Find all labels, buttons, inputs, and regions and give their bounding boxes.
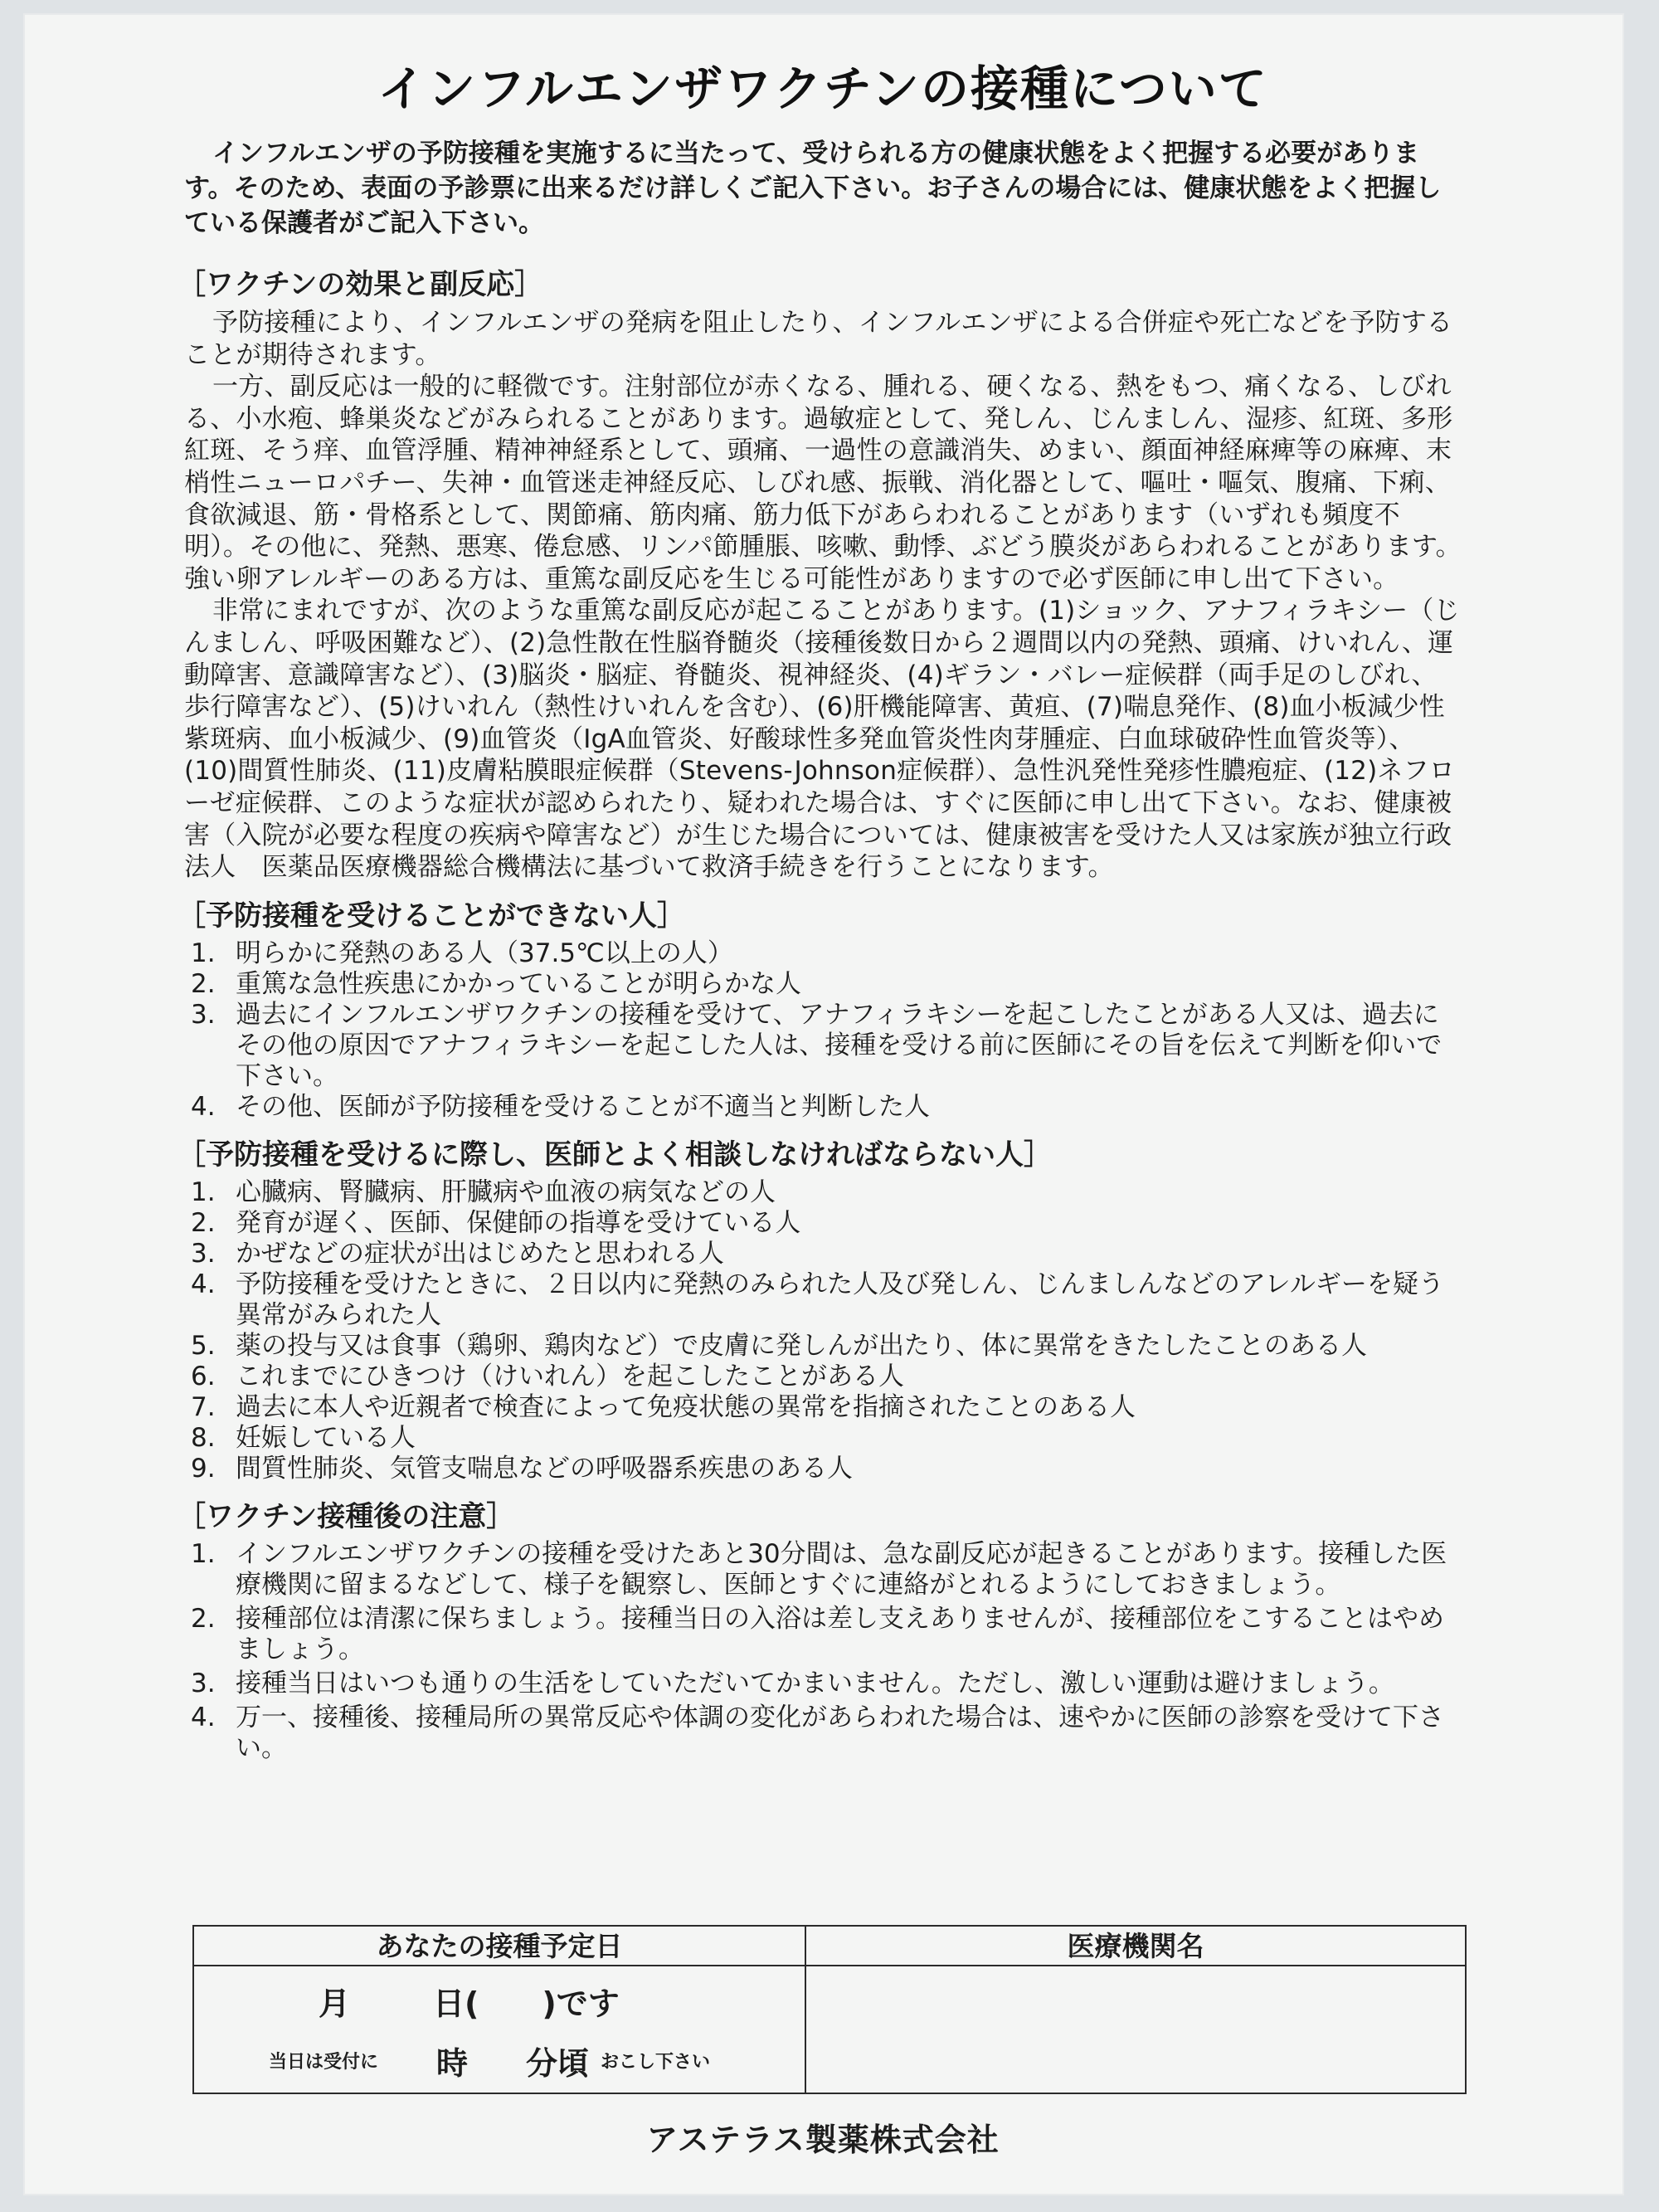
item-text: 薬の投与又は食事（鶏卵、鶏肉など）で皮膚に発しんが出たり、体に異常をきたしたことのある人 <box>236 1330 1367 1361</box>
list-item <box>184 1454 1462 1484</box>
company-name: アステラス製薬株式会社 <box>646 2122 1000 2158</box>
item-text: その他、医師が予防接種を受けることが不適当と判断した人 <box>236 1091 930 1122</box>
document-title: インフルエンザワクチンの接種について <box>377 61 1268 117</box>
item-text: 妊娠している人 <box>236 1422 416 1453</box>
document-page <box>178 50 1462 2158</box>
effects-section <box>178 266 1462 884</box>
item-number: 9. <box>191 1453 216 1484</box>
item-number: 4. <box>191 1091 216 1122</box>
reception-suffix: おこし下さい <box>601 2052 711 2073</box>
item-text: 過去に本人や近親者で検査によって免疫状態の異常を指摘されたことのある人 <box>236 1391 1136 1422</box>
day-label: 日( )です <box>433 1985 620 2022</box>
list-item <box>184 1239 1462 1269</box>
effects-paragraph: 予防接種により、インフルエンザの発病を阻止したり、インフルエンザによる合併症や死亡などを予防することが期待されます。 <box>184 308 1453 370</box>
item-number: 4. <box>191 1702 216 1732</box>
item-number: 1. <box>191 1177 216 1207</box>
list-item <box>184 1423 1462 1454</box>
item-number: 6. <box>191 1361 216 1391</box>
item-text: 接種部位は清潔に保ちましょう。接種当日の入浴は差し支えありませんが、接種部位をこすることはやめましょう。 <box>236 1603 1444 1664</box>
list-item <box>184 1669 1462 1699</box>
institution-name-header: 医療機関名 <box>806 1927 1465 1966</box>
institution-name-cell <box>806 1966 1465 2093</box>
cannot-heading: ［予防接種を受けることができない人］ <box>178 899 685 933</box>
item-number: 5. <box>191 1330 216 1361</box>
consult-list <box>184 1177 1462 1484</box>
consult-heading: ［予防接種を受けるに際し、医師とよく相談しなければならない人］ <box>178 1138 1052 1172</box>
item-number: 1. <box>191 1538 216 1569</box>
item-number: 3. <box>191 999 216 1030</box>
item-text: 過去にインフルエンザワクチンの接種を受けて、アナフィラキシーを起こしたことがある人又は、過去にその他の原因でアナフィラキシーを起こした人は、接種を受ける前に医師にその旨を伝えて判断を仰いで下さい。 <box>236 999 1443 1091</box>
appointment-date-line <box>319 1978 620 2024</box>
list-item <box>184 969 1462 1000</box>
list-item <box>184 1208 1462 1239</box>
list-item <box>184 1331 1462 1362</box>
effects-paragraph: 非常にまれですが、次のような重篤な副反応が起こることがあります。(1)ショック、アナフィラキシー（じんましん、呼吸困難など）、(2)急性散在性脳脊髄炎（接種後数日から２週間以内の発熱、頭痛、けいれん、運動障害、意識障害など）、(3)脳炎・脳症、脊髄炎、視神経炎、(4)ギラン・バレー症候群（両手足のしびれ、歩行障害など）、(5)けいれん（熱性けいれんを含む）、(6)肝機能障害、黄疸、(7)喘息発作、(8)血小板減少性紫斑病、血小板減少、(9)血管炎（IgA血管炎、好酸球性多発血管炎性肉芽腫症、白血球破砕性血管炎等）、(10)間質性肺炎、(11)皮膚粘膜眼症候群（Stevens-Johnson症候群）、急性汎発性発疹性膿疱症、(12)ネフローゼ症候群、このような症状が認められたり、疑われた場合は、すぐに医師に申し出て下さい。なお、健康被害（入院が必要な程度の疾病や障害など）が生じた場合については、健康被害を受けた人又は家族が独立行政法人 医薬品医療機器総合機構法に基づいて救済手続きを行うことになります。 <box>184 596 1460 883</box>
effects-paragraph: 一方、副反応は一般的に軽微です。注射部位が赤くなる、腫れる、硬くなる、熱をもつ、痛くなる、しびれる、小水疱、蜂巣炎などがみられることがあります。過敏症として、発しん、じんましん、湿疹、紅斑、多形紅斑、そう痒、血管浮腫、精神神経系として、頭痛、一過性の意識消失、めまい、顔面神経麻痺等の麻痺、末梢性ニューロパチー、失神・血管迷走神経反応、しびれ感、振戦、消化器として、嘔吐・嘔気、腹痛、下痢、食欲減退、筋・骨格系として、関節痛、筋肉痛、筋力低下があらわれることがあります（いずれも頻度不明）。その他に、発熱、悪寒、倦怠感、リンパ節腫脹、咳嗽、動悸、ぶどう膜炎があらわれることがあります。強い卵アレルギーのある方は、重篤な副反応を生じる可能性がありますので必ず医師に申し出て下さい。 <box>184 372 1462 594</box>
cannot-section <box>178 897 1462 1123</box>
list-item <box>184 1392 1462 1423</box>
appointment-time-line <box>269 2038 710 2083</box>
item-text: かぜなどの症状が出はじめたと思われる人 <box>236 1238 724 1269</box>
appointment-date-header: あなたの接種予定日 <box>194 1927 806 1966</box>
after-heading: ［ワクチン接種後の注意］ <box>178 1499 515 1533</box>
cannot-list <box>184 938 1462 1123</box>
effects-heading: ［ワクチンの効果と副反応］ <box>178 268 543 301</box>
item-number: 7. <box>191 1391 216 1422</box>
hour-label: 時 <box>436 2045 469 2082</box>
item-number: 8. <box>191 1422 216 1453</box>
appointment-box <box>192 1925 1467 2094</box>
item-number: 1. <box>191 938 216 968</box>
list-item <box>184 1362 1462 1392</box>
after-list <box>184 1539 1462 1764</box>
item-text: 接種当日はいつも通りの生活をしていただいてかまいません。ただし、激しい運動は避けましょう。 <box>236 1668 1394 1698</box>
item-number: 2. <box>191 1603 216 1634</box>
item-text: 予防接種を受けたときに、２日以内に発熱のみられた人及び発しん、じんましんなどのアレルギーを疑う異常がみられた人 <box>236 1269 1444 1330</box>
item-number: 2. <box>191 1207 216 1238</box>
after-section <box>178 1498 1462 1764</box>
item-text: インフルエンザワクチンの接種を受けたあと30分間は、急な副反応が起きることがあります。接種した医療機関に留まるなどして、様子を観察し、医師とすぐに連絡がとれるようにしておきましょう。 <box>236 1538 1447 1600</box>
list-item <box>184 1000 1462 1092</box>
item-number: 3. <box>191 1238 216 1269</box>
item-text: 心臓病、腎臓病、肝臓病や血液の病気などの人 <box>236 1177 776 1207</box>
list-item <box>184 1269 1462 1331</box>
intro-paragraph: インフルエンザの予防接種を実施するに当たって、受けられる方の健康状態をよく把握する必要があります。そのため、表面の予診票に出来るだけ詳しくご記入下さい。お子さんの場合には、健康状態をよく把握している保護者がご記入下さい。 <box>184 139 1442 238</box>
item-text: これまでにひきつけ（けいれん）を起こしたことがある人 <box>236 1361 904 1391</box>
list-item <box>184 1604 1462 1665</box>
list-item <box>184 1539 1462 1601</box>
item-text: 間質性肺炎、気管支喘息などの呼吸器系疾患のある人 <box>236 1453 853 1484</box>
item-number: 2. <box>191 968 216 999</box>
appointment-date-cell <box>194 1966 806 2093</box>
item-text: 明らかに発熱のある人（37.5℃以上の人） <box>236 938 733 968</box>
list-item <box>184 1177 1462 1208</box>
item-number: 4. <box>191 1269 216 1299</box>
item-text: 発育が遅く、医師、保健師の指導を受けている人 <box>236 1207 801 1238</box>
list-item <box>184 1703 1462 1764</box>
item-number: 3. <box>191 1668 216 1698</box>
consult-section <box>178 1136 1462 1484</box>
reception-prefix: 当日は受付に <box>269 2052 379 2073</box>
item-text: 万一、接種後、接種局所の異常反応や体調の変化があらわれた場合は、速やかに医師の診察を受けて下さい。 <box>236 1702 1444 1763</box>
item-text: 重篤な急性疾患にかかっていることが明らかな人 <box>236 968 801 999</box>
month-label: 月 <box>319 1985 351 2022</box>
minute-label: 分頃 <box>526 2045 590 2082</box>
list-item <box>184 938 1462 969</box>
list-item <box>184 1092 1462 1123</box>
